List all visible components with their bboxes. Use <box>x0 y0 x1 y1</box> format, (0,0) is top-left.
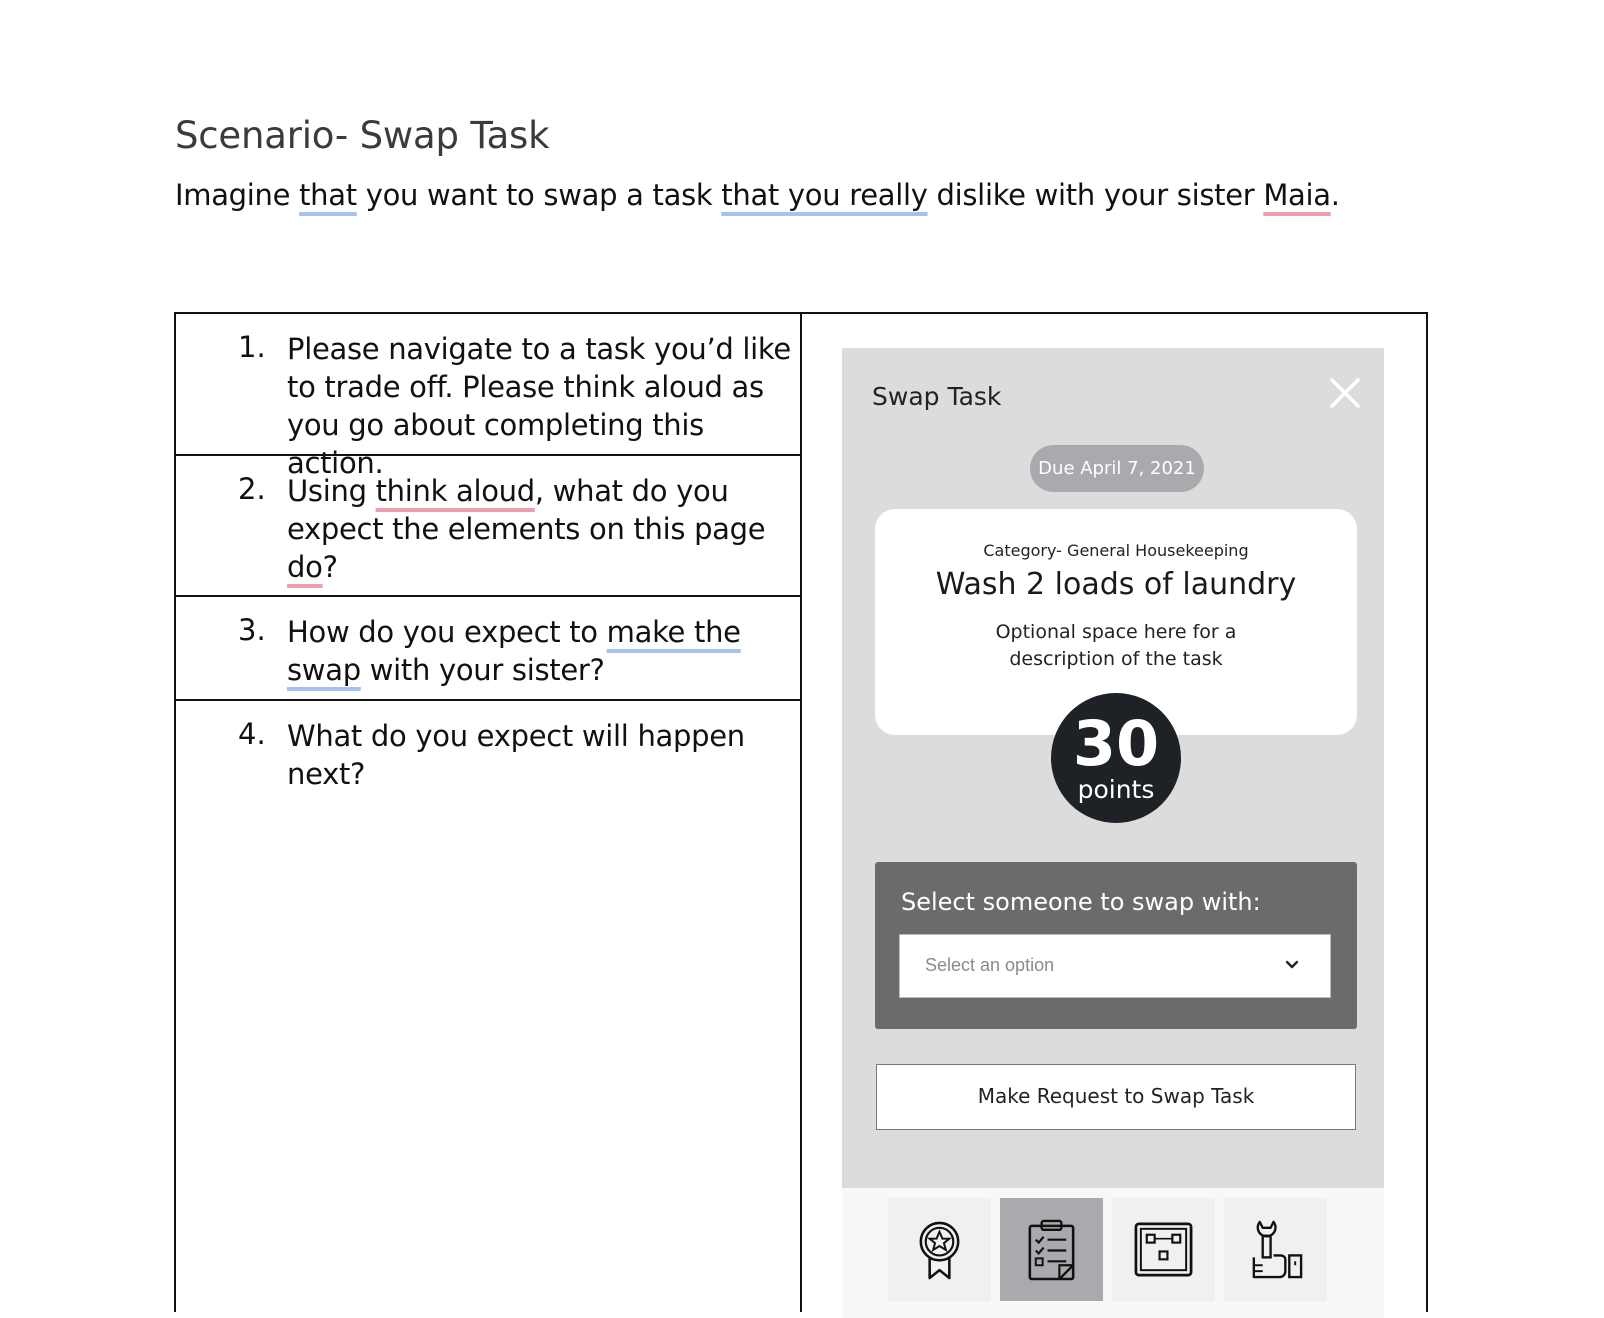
wrench-hand-icon <box>1244 1218 1307 1281</box>
swap-task-screen <box>842 348 1384 1188</box>
question-text <box>287 613 792 689</box>
task-category: Category- General Housekeeping <box>983 541 1249 560</box>
task-description: Optional space here for a description of the task <box>995 621 1237 670</box>
bottom-tab-bar <box>842 1188 1384 1318</box>
clipboard-checklist-icon <box>1020 1218 1083 1281</box>
due-date-pill: Due April 7, 2021 <box>1030 445 1204 492</box>
points-label: points <box>1077 775 1155 804</box>
question-text-part: with your sister? <box>360 653 605 687</box>
screen-title: Swap Task <box>872 382 1002 411</box>
spelling-flag: do <box>287 550 323 584</box>
question-number: 1. <box>238 330 266 364</box>
board-layout-icon <box>1132 1218 1195 1281</box>
intro-text-3: dislike with your sister <box>927 178 1264 212</box>
swap-selector-panel <box>875 862 1357 1029</box>
question-text-part: , what do you expect the elements on this page <box>287 474 766 546</box>
intro-text-4: . <box>1330 178 1340 212</box>
scenario-table <box>174 312 1428 1312</box>
make-request-button[interactable]: Make Request to Swap Task <box>876 1064 1356 1130</box>
award-ribbon-icon <box>908 1218 971 1281</box>
spelling-flag: think aloud <box>375 474 535 508</box>
close-icon[interactable] <box>1328 376 1362 410</box>
question-number: 3. <box>238 613 266 647</box>
question-row-1 <box>176 314 800 480</box>
intro-text-2: you want to swap a task <box>356 178 722 212</box>
question-text: What do you expect will happen next? <box>287 719 745 791</box>
grammar-suggestion: make the swap <box>287 615 741 687</box>
tab-rewards[interactable] <box>888 1198 991 1301</box>
intro-grammar-suggestion-1: that <box>299 178 357 212</box>
intro-grammar-suggestion-2: that you really <box>721 178 928 212</box>
question-text-part: How do you expect to <box>287 615 607 649</box>
question-text <box>287 472 792 586</box>
question-text: Please navigate to a task you’d like to trade off. Please think aloud as you go about completing this action. <box>287 332 791 480</box>
questions-column <box>176 314 802 1312</box>
question-text-part: ? <box>322 550 338 584</box>
scenario-intro <box>175 178 1340 212</box>
tab-board[interactable] <box>1112 1198 1215 1301</box>
tab-help[interactable] <box>1224 1198 1327 1301</box>
intro-text-1: Imagine <box>175 178 300 212</box>
question-number: 4. <box>238 717 266 751</box>
select-placeholder: Select an option <box>925 955 1055 975</box>
points-value: 30 <box>1072 707 1160 780</box>
question-row-3 <box>176 597 800 701</box>
chevron-down-icon <box>1284 957 1300 973</box>
points-badge <box>1051 693 1181 823</box>
question-number: 2. <box>238 472 266 506</box>
task-name: Wash 2 loads of laundry <box>935 567 1297 602</box>
question-row-2 <box>176 456 800 597</box>
intro-spelling-flag: Maia <box>1263 178 1331 212</box>
question-text-part: Using <box>287 474 376 508</box>
question-row-4 <box>176 701 800 1314</box>
swap-label: Select someone to swap with: <box>901 888 1261 916</box>
swap-partner-select[interactable] <box>899 934 1331 998</box>
scenario-title: Scenario- Swap Task <box>175 114 550 157</box>
tab-tasks[interactable] <box>1000 1198 1103 1301</box>
